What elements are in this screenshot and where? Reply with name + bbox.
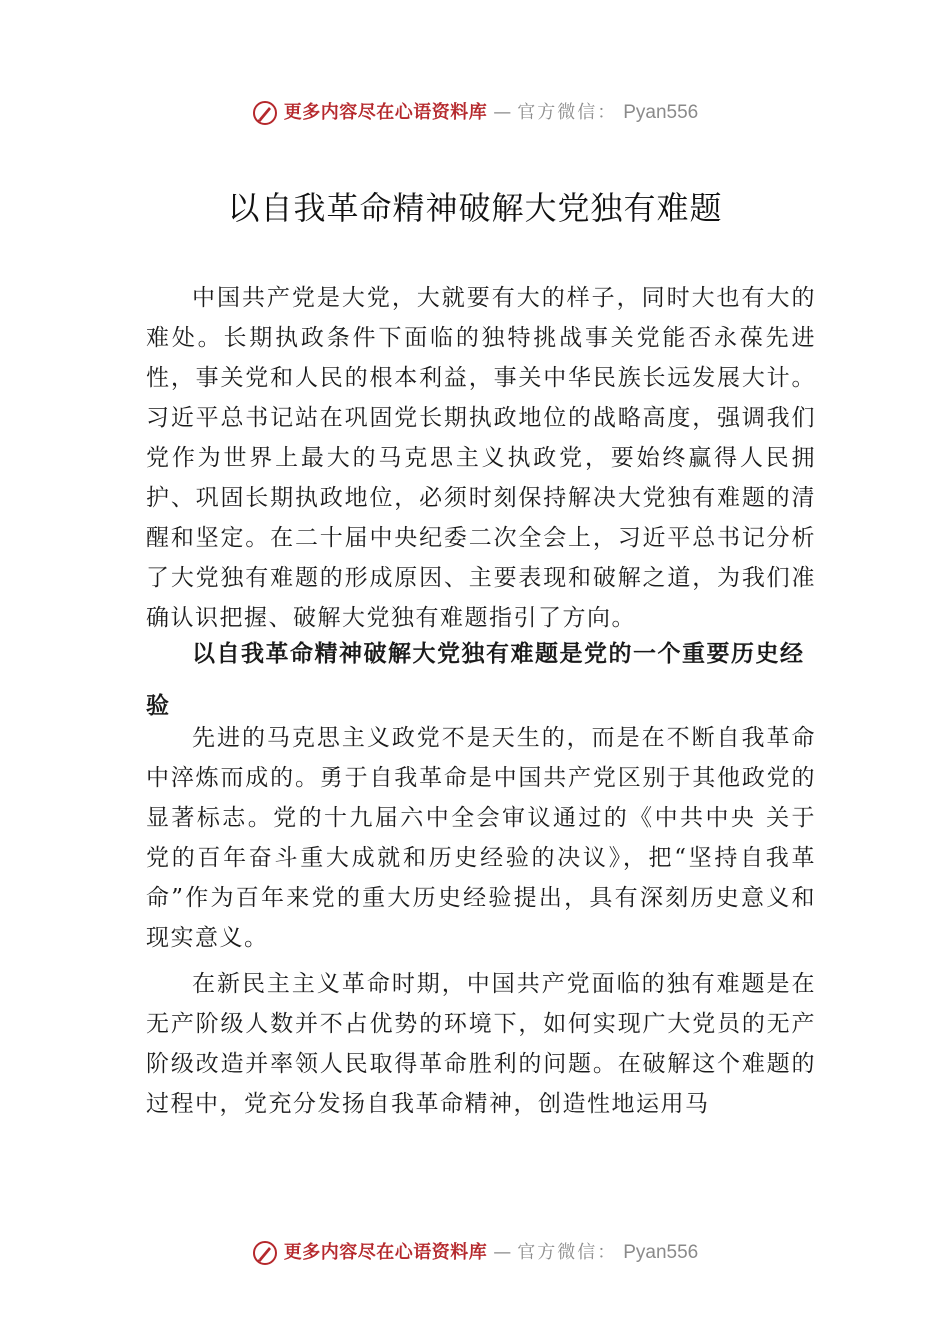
- quill-circle-icon: [252, 100, 278, 126]
- banner-separator: —: [493, 102, 512, 123]
- wechat-label: 官方微信：: [517, 1242, 618, 1263]
- quill-circle-icon: [252, 1240, 278, 1266]
- footer-banner: [0, 1240, 950, 1266]
- banner-separator: —: [493, 1242, 512, 1263]
- paragraph-intro: 中国共产党是大党，大就要有大的样子，同时大也有大的难处。长期执政条件下面临的独特挑战事关党能否永葆先进性，事关党和人民的根本利益，事关中华民族长远发展大计。习近平总书记站在巩固党长期执政地位的战略高度，强调我们党作为世界上最大的马克思主义执政党，要始终赢得人民拥护、巩固长期执政地位，必须时刻保持解决大党独有难题的清醒和坚定。在二十届中央纪委二次全会上，习近平总书记分析了大党独有难题的形成原因、主要表现和破解之道，为我们准确认识把握、破解大党独有难题指引了方向。: [146, 285, 816, 631]
- header-banner: [0, 100, 950, 126]
- intro-section: [146, 278, 816, 638]
- subheading-section: [146, 628, 816, 732]
- document-title: 以自我革命精神破解大党独有难题: [227, 189, 723, 227]
- wechat-id: Pyan556: [623, 1242, 699, 1263]
- wechat-id: Pyan556: [623, 102, 699, 123]
- site-name: 更多内容尽在心语资料库: [283, 102, 488, 123]
- body-section: [146, 718, 816, 1124]
- paragraph-new-democratic: 在新民主主义革命时期，中国共产党面临的独有难题是在无产阶级人数并不占优势的环境下，如何实现广大党员的无产阶级改造并率领人民取得革命胜利的问题。在破解这个难题的过程中，党充分发扬自我革命精神，创造性地运用马: [146, 971, 816, 1117]
- section-heading: 以自我革命精神破解大党独有难题是党的一个重要历史经验: [146, 640, 805, 719]
- wechat-label: 官方微信：: [517, 102, 618, 123]
- site-name: 更多内容尽在心语资料库: [283, 1242, 488, 1263]
- paragraph-history: 先进的马克思主义政党不是天生的，而是在不断自我革命中淬炼而成的。勇于自我革命是中国共产党区别于其他政党的显著标志。党的十九届六中全会审议通过的《中共中央 关于党的百年奋斗重大成就和历史经验的决议》，把“坚持自我革命”作为百年来党的重大历史经验提出，具有深刻历史意义和现实意义。: [146, 725, 816, 951]
